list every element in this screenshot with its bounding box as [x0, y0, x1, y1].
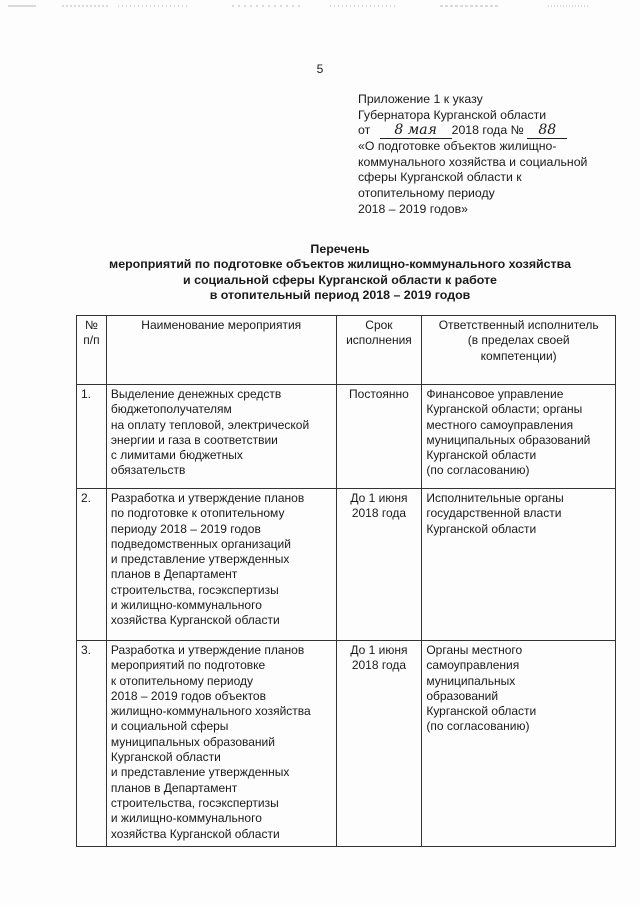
event-term-line: 2018 года [351, 506, 407, 521]
header-line: исполнения [346, 333, 412, 348]
event-executor [422, 385, 616, 489]
header-line: п/п [83, 333, 100, 348]
event-name-line: энергии и газа в соответствии [110, 432, 278, 447]
title-line: Перечень [310, 242, 370, 256]
header-name [106, 316, 336, 385]
table-row [77, 385, 616, 489]
event-name-line: мероприятий по подготовке [110, 658, 266, 673]
event-name-line: строительства, госэкспертизы [110, 582, 279, 597]
event-name-line: бюджетополучателям [110, 402, 232, 417]
table-row [77, 641, 616, 847]
event-name-line: муниципальных образований [110, 734, 275, 749]
appendix-line-1: Приложение 1 к указу [358, 92, 483, 106]
row-number: 3. [77, 641, 107, 847]
event-name [106, 489, 336, 641]
handwritten-date: 8 мая [380, 124, 452, 139]
event-name-line: и жилищно-коммунального [110, 811, 262, 826]
event-executor-line: самоуправления [426, 658, 520, 673]
event-name [106, 641, 336, 847]
event-executor [422, 641, 616, 847]
event-name-line: планов в Департамент [110, 780, 238, 795]
event-name-line: Курганской области [110, 750, 221, 765]
event-name-line: и жилищно-коммунального [110, 598, 262, 613]
row-number: 2. [77, 489, 107, 641]
event-executor-line: муниципальных [426, 673, 516, 688]
header-term [336, 316, 422, 385]
header-executor [422, 316, 616, 385]
event-name-line: Разработка и утверждение планов [110, 491, 305, 505]
event-name-line: жилищно-коммунального хозяйства [110, 704, 311, 719]
event-name-line: и социальной сферы [110, 719, 229, 734]
appendix-subject [358, 139, 628, 217]
event-executor-line: Курганской области; органы [426, 402, 583, 417]
table-header-row [77, 316, 616, 385]
table-row [77, 489, 616, 641]
title-line: мероприятий по подготовке объектов жилищно-коммунального хозяйства [109, 257, 571, 272]
event-executor-line: Органы местного [426, 643, 523, 657]
event-name-line: 2018 – 2019 годов объектов [110, 688, 266, 703]
event-term [336, 641, 422, 847]
title-line: в отопительный период 2018 – 2019 годов [209, 287, 471, 302]
header-line: (в пределах своей [467, 333, 570, 348]
appendix-subject-line: 2018 – 2019 годов» [358, 201, 468, 216]
event-term-line: 2018 года [351, 658, 407, 673]
appendix-header [358, 92, 628, 217]
event-term [336, 385, 422, 489]
scan-edge-artifacts [0, 0, 640, 10]
event-executor-line: местного самоуправления [426, 417, 574, 432]
event-name-line: обязательств [110, 463, 186, 478]
event-name [106, 385, 336, 489]
event-executor-line: образований [426, 688, 499, 703]
event-executor [422, 489, 616, 641]
appendix-date-line [358, 123, 628, 139]
event-executor-line: (по согласованию) [426, 719, 530, 734]
event-executor-line: государственной власти [426, 506, 562, 521]
event-term-line: До 1 июня [350, 643, 408, 657]
events-table [76, 315, 616, 847]
event-executor-line: Финансовое управление [426, 387, 564, 401]
event-executor-line: муниципальных образований [426, 432, 591, 447]
handwritten-number: 88 [527, 124, 567, 139]
header-line: Ответственный исполнитель [438, 318, 599, 332]
event-name-line: планов в Департамент [110, 567, 238, 582]
event-executor-line: (по согласованию) [426, 463, 530, 478]
event-name-line: периоду 2018 – 2019 годов [110, 521, 261, 536]
event-name-line: Выделение денежных средств [110, 387, 282, 401]
appendix-subject-line: сферы Курганской области к [358, 170, 522, 185]
event-name-line: строительства, госэкспертизы [110, 795, 279, 810]
event-name-line: хозяйства Курганской области [110, 613, 280, 628]
event-name-line: на оплату тепловой, электрической [110, 417, 310, 432]
event-executor-line: Курганской области [426, 521, 537, 536]
header-line: компетенции) [480, 348, 557, 363]
appendix-subject-line: отопительному периоду [358, 185, 495, 200]
header-line: Наименование мероприятия [141, 318, 302, 332]
event-term-line: До 1 июня [350, 491, 408, 505]
page-number: 5 [316, 62, 324, 76]
appendix-line-2: Губернатора Курганской области [358, 107, 547, 122]
document-title [60, 242, 620, 303]
event-name-line: по подготовке к отопительному [110, 506, 285, 521]
event-term-line: Постоянно [349, 387, 409, 401]
appendix-year-text: 2018 года № [451, 123, 524, 138]
appendix-subject-line: «О подготовке объектов жилищно- [358, 139, 557, 154]
event-name-line: и представление утвержденных [110, 765, 290, 780]
event-name-line: и представление утвержденных [110, 552, 290, 567]
appendix-subject-line: коммунального хозяйства и социальной [358, 154, 588, 169]
appendix-from-label: от [358, 123, 371, 138]
event-name-line: Разработка и утверждение планов [110, 643, 305, 657]
header-line: Срок [365, 318, 393, 332]
event-name-line: к отопительному периоду [110, 673, 253, 688]
event-executor-line: Курганской области [426, 448, 537, 463]
header-number [77, 316, 107, 385]
event-term [336, 489, 422, 641]
event-executor-line: Курганской области [426, 704, 537, 719]
row-number: 1. [77, 385, 107, 489]
event-name-line: подведомственных организаций [110, 536, 291, 551]
event-name-line: с лимитами бюджетных [110, 448, 243, 463]
header-line: № [85, 318, 98, 332]
event-name-line: хозяйства Курганской области [110, 826, 280, 841]
title-line: и социальной сферы Курганской области к работе [183, 272, 497, 287]
event-executor-line: Исполнительные органы [426, 491, 564, 505]
